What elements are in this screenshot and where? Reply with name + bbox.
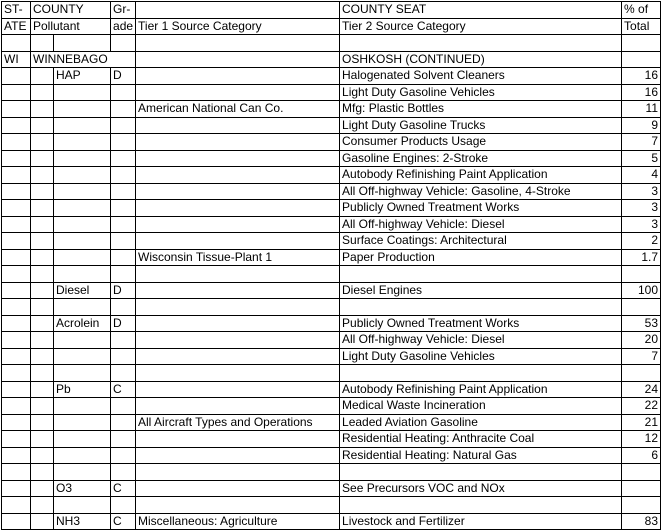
header-cell-county-seat: COUNTY SEAT: [340, 2, 622, 19]
grade-cell: [111, 464, 136, 481]
tier2-cell: Autobody Refinishing Paint Application: [340, 381, 622, 398]
county-cell: [31, 183, 54, 200]
tier2-cell: [340, 266, 622, 283]
county-cell: [31, 497, 54, 514]
tier1-cell: [136, 497, 340, 514]
pollutant-cell: [54, 431, 111, 448]
table-row: [2, 51, 661, 68]
tier1-cell: [136, 134, 340, 151]
pollutant-cell: Diesel: [54, 282, 111, 299]
tier1-cell: [136, 299, 340, 316]
county-cell: [31, 414, 54, 431]
pct-cell: 3: [622, 183, 661, 200]
tier2-cell: [340, 35, 622, 52]
county-cell: [31, 315, 54, 332]
header-cell-blank: [136, 2, 340, 19]
header-cell-state: ST-: [2, 2, 31, 19]
tier1-cell: [136, 200, 340, 217]
header-cell-county: COUNTY: [31, 2, 111, 19]
table-row: [2, 233, 661, 250]
tier2-cell: [340, 497, 622, 514]
header-cell-total: Total: [622, 18, 661, 35]
grade-cell: [111, 101, 136, 118]
header-cell-grade: Gr-: [111, 2, 136, 19]
tier1-cell: [136, 332, 340, 349]
county-cell: [31, 167, 54, 184]
pollutant-cell: [54, 447, 111, 464]
county-cell: [31, 101, 54, 118]
tier1-cell: [136, 117, 340, 134]
pollutant-cell: [54, 299, 111, 316]
table-row: [2, 249, 661, 266]
table-row: [2, 365, 661, 382]
grade-cell: [111, 183, 136, 200]
tier2-cell: Mfg: Plastic Bottles: [340, 101, 622, 118]
pollutant-cell: [54, 249, 111, 266]
tier1-cell: [136, 431, 340, 448]
tier1-cell: Wisconsin Tissue-Plant 1: [136, 249, 340, 266]
pollutant-cell: [54, 134, 111, 151]
table-body: [2, 2, 661, 530]
table-row: [2, 266, 661, 283]
table-row: [2, 200, 661, 217]
tier2-cell: Light Duty Gasoline Vehicles: [340, 348, 622, 365]
state-cell: [2, 315, 31, 332]
state-cell: [2, 101, 31, 118]
header-cell-pollutant: Pollutant: [31, 18, 111, 35]
pct-cell: 7: [622, 348, 661, 365]
grade-cell: [111, 398, 136, 415]
grade-cell: [111, 431, 136, 448]
state-cell: [2, 134, 31, 151]
county-cell: WINNEBAGO: [31, 51, 136, 68]
table-row: [2, 282, 661, 299]
grade-cell: [111, 365, 136, 382]
grade-cell: [111, 167, 136, 184]
pollutant-cell: [54, 266, 111, 283]
pollutant-cell: NH3: [54, 513, 111, 530]
grade-cell: [111, 249, 136, 266]
tier2-cell: Diesel Engines: [340, 282, 622, 299]
county-cell: [31, 216, 54, 233]
grade-cell: [111, 447, 136, 464]
county-cell: [31, 464, 54, 481]
table-row: [2, 381, 661, 398]
pollutant-cell: [54, 200, 111, 217]
table-row: [2, 447, 661, 464]
state-cell: [2, 480, 31, 497]
header-row-1: [2, 2, 661, 19]
grade-cell: D: [111, 315, 136, 332]
tier2-cell: See Precursors VOC and NOx: [340, 480, 622, 497]
county-cell: [31, 150, 54, 167]
table-row: [2, 414, 661, 431]
tier1-cell: [136, 167, 340, 184]
tier1-cell: [136, 233, 340, 250]
tier1-cell: [136, 348, 340, 365]
pct-cell: 21: [622, 414, 661, 431]
pct-cell: 6: [622, 447, 661, 464]
pct-cell: [622, 365, 661, 382]
table-row: [2, 332, 661, 349]
pollutant-cell: Acrolein: [54, 315, 111, 332]
county-cell: [31, 249, 54, 266]
county-cell: [31, 431, 54, 448]
state-cell: [2, 497, 31, 514]
tier1-cell: [136, 282, 340, 299]
pollutant-cell: [54, 101, 111, 118]
county-cell: [31, 266, 54, 283]
state-cell: [2, 183, 31, 200]
pct-cell: 12: [622, 431, 661, 448]
tier2-cell: [340, 464, 622, 481]
county-cell: [31, 200, 54, 217]
grade-cell: C: [111, 381, 136, 398]
table-row: [2, 35, 661, 52]
table-row: [2, 183, 661, 200]
grade-cell: [111, 414, 136, 431]
state-cell: [2, 200, 31, 217]
grade-cell: [111, 332, 136, 349]
tier1-cell: Miscellaneous: Agriculture: [136, 513, 340, 530]
tier2-cell: All Off-highway Vehicle: Diesel: [340, 216, 622, 233]
county-cell: [31, 117, 54, 134]
state-cell: [2, 299, 31, 316]
state-cell: [2, 365, 31, 382]
pollutant-cell: [54, 84, 111, 101]
pollutant-cell: [54, 150, 111, 167]
pct-cell: 3: [622, 200, 661, 217]
state-cell: [2, 332, 31, 349]
pollutant-cell: [54, 365, 111, 382]
county-cell: [31, 513, 54, 530]
tier1-cell: [136, 84, 340, 101]
tier1-cell: [136, 68, 340, 85]
county-cell: [31, 447, 54, 464]
pct-cell: 9: [622, 117, 661, 134]
state-cell: [2, 348, 31, 365]
state-cell: [2, 216, 31, 233]
county-cell: [31, 282, 54, 299]
tier2-cell: Livestock and Fertilizer: [340, 513, 622, 530]
pct-cell: 5: [622, 150, 661, 167]
tier1-cell: [136, 35, 340, 52]
tier2-cell: OSHKOSH (CONTINUED): [340, 51, 622, 68]
pct-cell: [622, 266, 661, 283]
table-row: [2, 480, 661, 497]
pct-cell: [622, 480, 661, 497]
table-row: [2, 167, 661, 184]
pct-cell: [622, 299, 661, 316]
state-cell: [2, 266, 31, 283]
pct-cell: 100: [622, 282, 661, 299]
tier1-cell: [136, 480, 340, 497]
pollutant-cell: [54, 117, 111, 134]
grade-cell: [111, 233, 136, 250]
pct-cell: 4: [622, 167, 661, 184]
pct-cell: 3: [622, 216, 661, 233]
state-cell: [2, 150, 31, 167]
grade-cell: [111, 299, 136, 316]
state-cell: [2, 84, 31, 101]
county-cell: [31, 134, 54, 151]
tier2-cell: Consumer Products Usage: [340, 134, 622, 151]
tier1-cell: [136, 216, 340, 233]
grade-cell: [111, 266, 136, 283]
tier2-cell: Medical Waste Incineration: [340, 398, 622, 415]
tier1-cell: [136, 447, 340, 464]
pollutant-cell: [54, 398, 111, 415]
county-cell: [31, 299, 54, 316]
pct-cell: 16: [622, 68, 661, 85]
tier1-cell: [136, 183, 340, 200]
header-cell-grade-2: ade: [111, 18, 136, 35]
table-row: [2, 497, 661, 514]
tier1-cell: [136, 51, 340, 68]
tier2-cell: Surface Coatings: Architectural: [340, 233, 622, 250]
pollutant-cell: [54, 35, 111, 52]
pct-cell: 2: [622, 233, 661, 250]
pollutant-cell: [54, 332, 111, 349]
tier2-cell: Leaded Aviation Gasoline: [340, 414, 622, 431]
county-cell: [31, 332, 54, 349]
pollutant-cell: [54, 183, 111, 200]
tier2-cell: Autobody Refinishing Paint Application: [340, 167, 622, 184]
table-row: [2, 84, 661, 101]
state-cell: [2, 447, 31, 464]
pollutant-cell: [54, 216, 111, 233]
tier1-cell: [136, 266, 340, 283]
state-cell: [2, 68, 31, 85]
pct-cell: 11: [622, 101, 661, 118]
tier2-cell: Paper Production: [340, 249, 622, 266]
tier2-cell: Halogenated Solvent Cleaners: [340, 68, 622, 85]
county-cell: [31, 84, 54, 101]
grade-cell: [111, 84, 136, 101]
county-cell: [31, 480, 54, 497]
state-cell: [2, 233, 31, 250]
table-row: [2, 68, 661, 85]
state-cell: [2, 414, 31, 431]
table-row: [2, 101, 661, 118]
grade-cell: C: [111, 513, 136, 530]
header-cell-tier1: Tier 1 Source Category: [136, 18, 340, 35]
grade-cell: C: [111, 480, 136, 497]
tier1-cell: All Aircraft Types and Operations: [136, 414, 340, 431]
tier2-cell: Publicly Owned Treatment Works: [340, 200, 622, 217]
table-row: [2, 315, 661, 332]
pct-cell: [622, 35, 661, 52]
emissions-table: [1, 1, 661, 530]
state-cell: [2, 35, 31, 52]
state-cell: WI: [2, 51, 31, 68]
table-row: [2, 150, 661, 167]
state-cell: [2, 431, 31, 448]
pollutant-cell: [54, 233, 111, 250]
grade-cell: [111, 150, 136, 167]
state-cell: [2, 249, 31, 266]
pollutant-cell: [54, 497, 111, 514]
table-row: [2, 464, 661, 481]
grade-cell: [111, 117, 136, 134]
tier2-cell: [340, 365, 622, 382]
tier1-cell: [136, 381, 340, 398]
pollutant-cell: [54, 167, 111, 184]
county-cell: [31, 35, 54, 52]
tier2-cell: Residential Heating: Natural Gas: [340, 447, 622, 464]
grade-cell: D: [111, 68, 136, 85]
county-cell: [31, 68, 54, 85]
grade-cell: [111, 200, 136, 217]
pollutant-cell: [54, 464, 111, 481]
tier1-cell: American National Can Co.: [136, 101, 340, 118]
county-cell: [31, 348, 54, 365]
tier2-cell: All Off-highway Vehicle: Gasoline, 4-Stroke: [340, 183, 622, 200]
pollutant-cell: [54, 414, 111, 431]
table-row: [2, 431, 661, 448]
table-row: [2, 513, 661, 530]
tier1-cell: [136, 365, 340, 382]
pct-cell: 53: [622, 315, 661, 332]
pollutant-cell: [54, 348, 111, 365]
table-row: [2, 134, 661, 151]
state-cell: [2, 282, 31, 299]
tier2-cell: [340, 299, 622, 316]
table-row: [2, 348, 661, 365]
grade-cell: [111, 35, 136, 52]
grade-cell: [111, 348, 136, 365]
grade-cell: [111, 134, 136, 151]
state-cell: [2, 398, 31, 415]
table-row: [2, 216, 661, 233]
pollutant-cell: HAP: [54, 68, 111, 85]
tier1-cell: [136, 150, 340, 167]
county-cell: [31, 381, 54, 398]
state-cell: [2, 464, 31, 481]
table-row: [2, 117, 661, 134]
county-cell: [31, 398, 54, 415]
grade-cell: [111, 497, 136, 514]
pct-cell: 7: [622, 134, 661, 151]
pct-cell: 1.7: [622, 249, 661, 266]
county-cell: [31, 365, 54, 382]
pct-cell: 24: [622, 381, 661, 398]
pollutant-cell: Pb: [54, 381, 111, 398]
tier2-cell: All Off-highway Vehicle: Diesel: [340, 332, 622, 349]
header-cell-tier2: Tier 2 Source Category: [340, 18, 622, 35]
table-row: [2, 398, 661, 415]
pct-cell: 20: [622, 332, 661, 349]
tier1-cell: [136, 398, 340, 415]
pct-cell: 22: [622, 398, 661, 415]
header-row-2: [2, 18, 661, 35]
county-cell: [31, 233, 54, 250]
pct-cell: [622, 497, 661, 514]
grade-cell: [111, 216, 136, 233]
pct-cell: [622, 51, 661, 68]
tier2-cell: Light Duty Gasoline Vehicles: [340, 84, 622, 101]
state-cell: [2, 167, 31, 184]
pct-cell: 16: [622, 84, 661, 101]
tier2-cell: Residential Heating: Anthracite Coal: [340, 431, 622, 448]
tier1-cell: [136, 464, 340, 481]
header-cell-state-2: ATE: [2, 18, 31, 35]
state-cell: [2, 117, 31, 134]
grade-cell: D: [111, 282, 136, 299]
header-cell-pct: % of: [622, 2, 661, 19]
pollutant-cell: O3: [54, 480, 111, 497]
state-cell: [2, 513, 31, 530]
table-row: [2, 299, 661, 316]
tier2-cell: Light Duty Gasoline Trucks: [340, 117, 622, 134]
pct-cell: 83: [622, 513, 661, 530]
state-cell: [2, 381, 31, 398]
tier2-cell: Publicly Owned Treatment Works: [340, 315, 622, 332]
pct-cell: [622, 464, 661, 481]
tier1-cell: [136, 315, 340, 332]
tier2-cell: Gasoline Engines: 2-Stroke: [340, 150, 622, 167]
